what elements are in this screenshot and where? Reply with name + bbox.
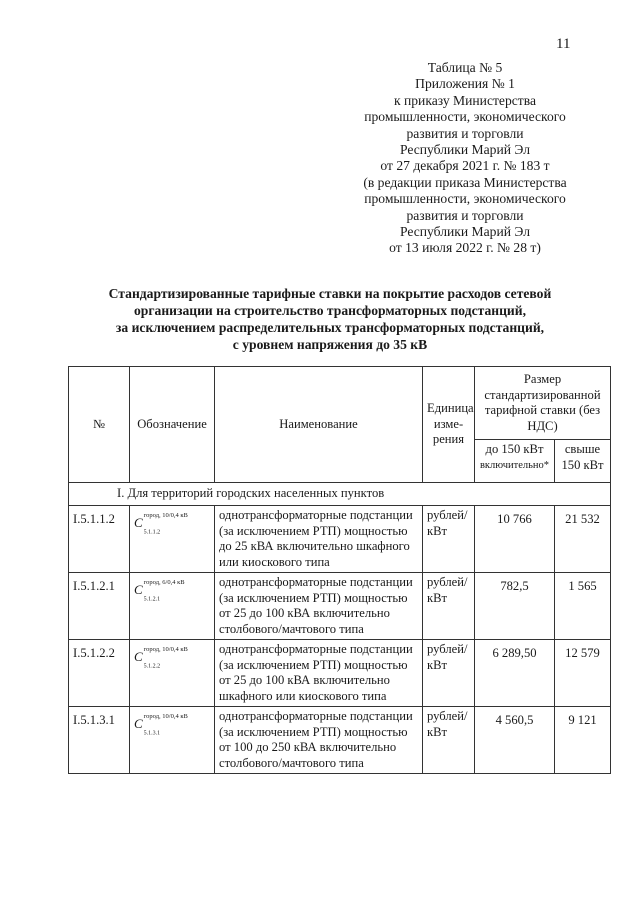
header-num: №: [69, 367, 130, 483]
section-row: [69, 483, 611, 506]
row-name: однотрансформаторные подстанции (за исключением РТП) мощностью от 100 до 250 кВА включительно столбового/мачтового типа: [215, 707, 423, 774]
approval-line: Приложения № 1: [415, 76, 515, 92]
designation-formula: $C^{город, 6/0,4 кВ}$ $_{5.1.2.1}$: [134, 579, 185, 603]
designation-formula: $C^{город, 10/0,4 кВ}$ $_{5.1.2.2}$: [134, 646, 188, 670]
approval-line: от 13 июля 2022 г. № 28 т): [389, 240, 541, 256]
table-header-row: [69, 367, 611, 440]
header-name: Наименование: [215, 367, 423, 483]
row-name: однотрансформаторные подстанции (за исключением РТП) мощностью от 25 до 100 кВА включительно столбового/мачтового типа: [215, 573, 423, 640]
approval-line: промышленности, экономического: [364, 109, 566, 125]
row-designation: [130, 707, 215, 774]
approval-line: Республики Марий Эл: [399, 224, 531, 240]
title-line: Стандартизированные тарифные ставки на покрытие расходов сетевой: [108, 286, 552, 301]
approval-line: Таблица № 5: [427, 60, 503, 75]
approval-line: к приказу Министерства: [393, 92, 537, 108]
row-value-over-150: 1 565: [555, 573, 611, 640]
header-upto-150-line1: до 150 кВт: [485, 442, 544, 456]
row-value-upto-150: 782,5: [475, 573, 555, 640]
designation-formula: $C^{город, 10/0,4 кВ}$ $_{5.1.3.1}$: [134, 713, 188, 737]
table-row: [69, 640, 611, 707]
header-rate-group: Размер стандартизированной тарифной ставки (без НДС): [475, 367, 611, 440]
row-value-over-150: 21 532: [555, 506, 611, 573]
row-unit: рублей/ кВт: [423, 640, 475, 707]
approval-line: (в редакции приказа Министерства: [363, 174, 567, 190]
row-unit: рублей/ кВт: [423, 573, 475, 640]
rates-table: [68, 366, 611, 774]
row-unit: рублей/ кВт: [423, 506, 475, 573]
title-line: организации на строительство трансформаторных подстанций,: [134, 303, 526, 318]
header-unit: Единица изме-рения: [423, 367, 475, 483]
row-code: I.5.1.2.1: [69, 573, 130, 640]
approval-line: от 27 декабря 2021 г. № 183 т: [380, 158, 550, 174]
row-value-over-150: 12 579: [555, 640, 611, 707]
designation-formula: $C^{город, 10/0,4 кВ}$ $_{5.1.1.2}$: [134, 512, 188, 536]
header-upto-150: [475, 440, 555, 483]
row-value-upto-150: 10 766: [475, 506, 555, 573]
table-row: [69, 707, 611, 774]
title-line: с уровнем напряжения до 35 кВ: [232, 337, 428, 352]
header-designation: Обозначение: [130, 367, 215, 483]
row-designation: [130, 640, 215, 707]
approval-line: промышленности, экономического: [364, 191, 566, 207]
approval-block: [340, 60, 590, 257]
approval-line: Республики Марий Эл: [399, 142, 531, 158]
row-value-upto-150: 6 289,50: [475, 640, 555, 707]
row-name: однотрансформаторные подстанции (за исключением РТП) мощностью до 25 кВА включительно шкафного или киоскового типа: [215, 506, 423, 573]
approval-line: развития и торговли: [406, 207, 524, 223]
row-code: I.5.1.3.1: [69, 707, 130, 774]
row-code: I.5.1.2.2: [69, 640, 130, 707]
table-row: [69, 506, 611, 573]
row-designation: [130, 573, 215, 640]
section-title: I. Для территорий городских населенных пунктов: [69, 483, 611, 506]
row-name: однотрансформаторные подстанции (за исключением РТП) мощностью от 25 до 100 кВА включительно шкафного или киоскового типа: [215, 640, 423, 707]
header-upto-150-line2: включительно*: [479, 459, 550, 471]
row-designation: [130, 506, 215, 573]
page-number: 11: [556, 36, 571, 52]
row-code: I.5.1.1.2: [69, 506, 130, 573]
approval-line: развития и торговли: [406, 125, 524, 141]
header-over-150: свыше 150 кВт: [555, 440, 611, 483]
title-line: за исключением распределительных трансформаторных подстанций,: [115, 320, 545, 335]
row-value-over-150: 9 121: [555, 707, 611, 774]
row-unit: рублей/ кВт: [423, 707, 475, 774]
document-title: [60, 285, 600, 353]
table-row: [69, 573, 611, 640]
row-value-upto-150: 4 560,5: [475, 707, 555, 774]
